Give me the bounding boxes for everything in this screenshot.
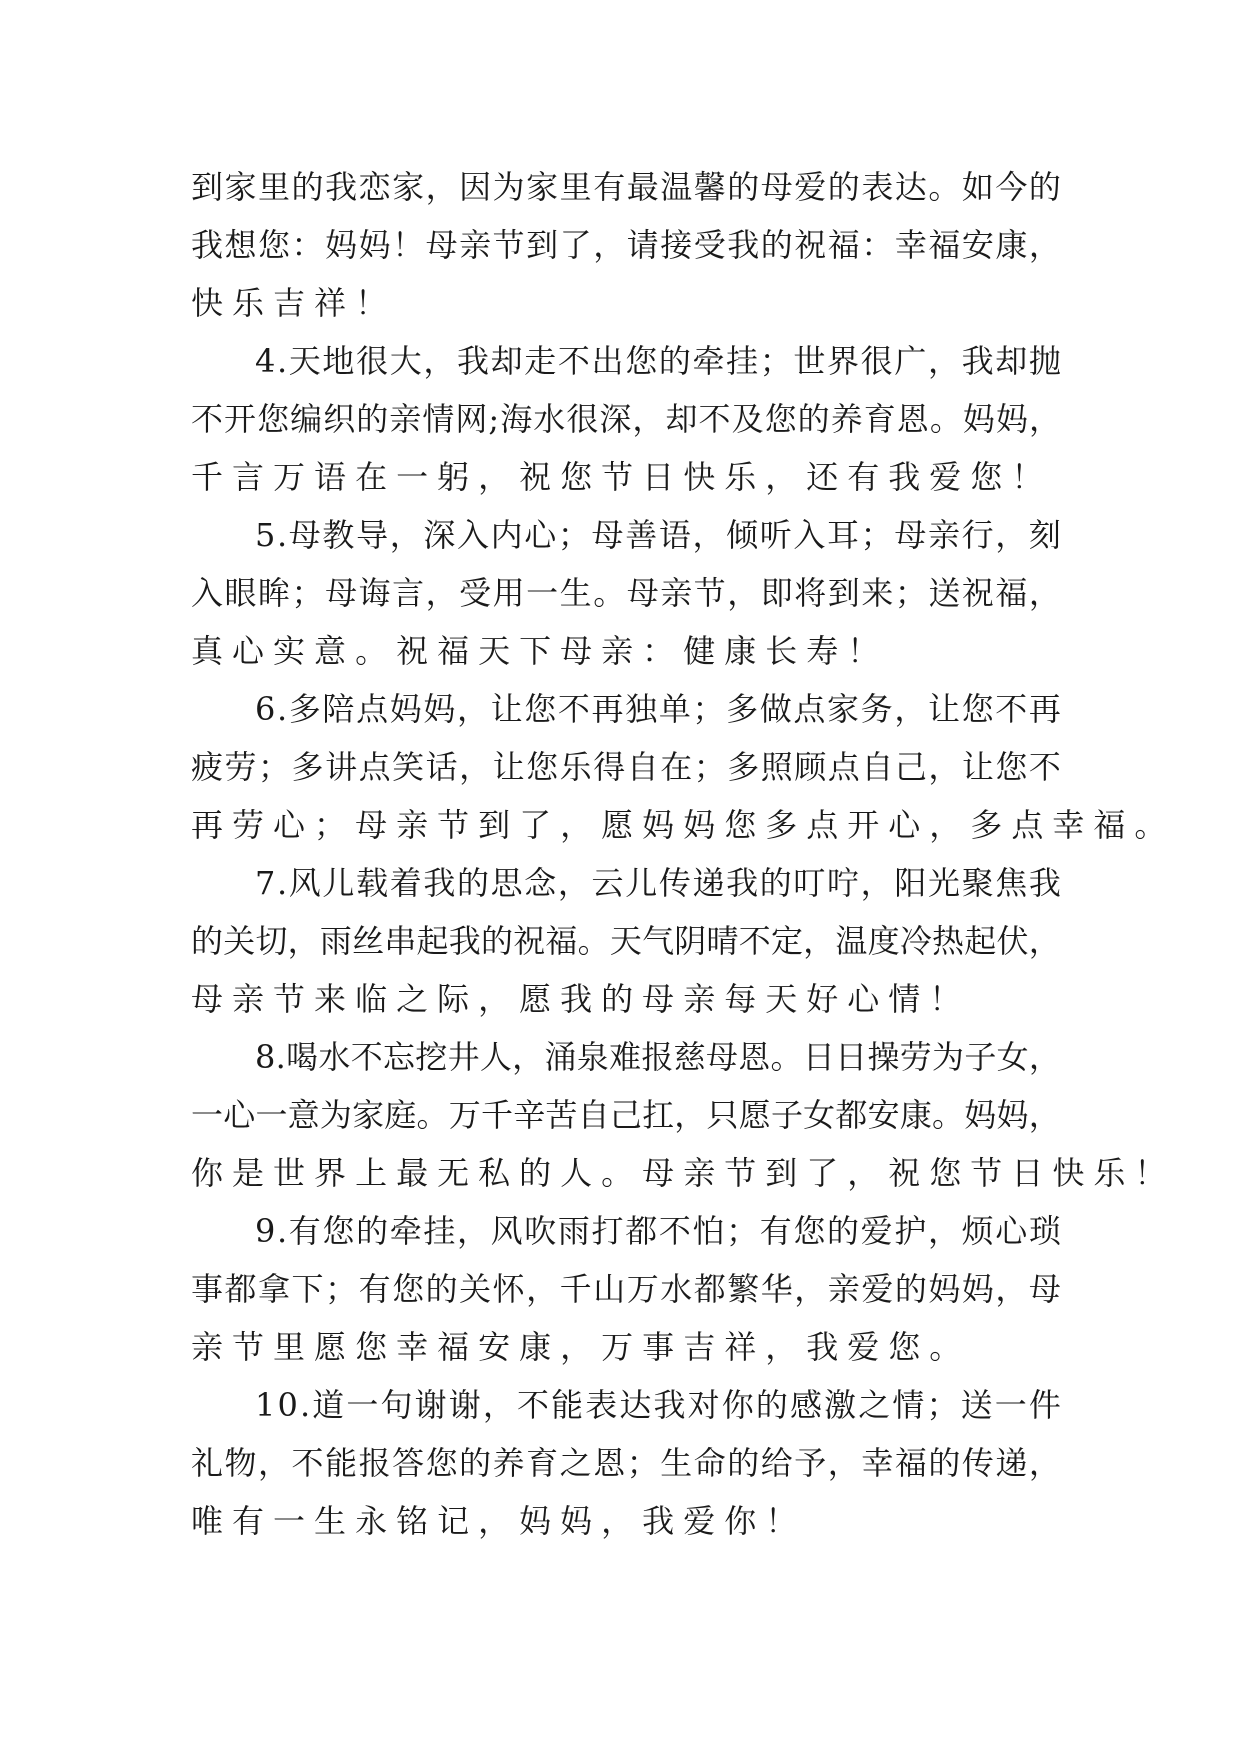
text-line: 到 家 里 的 我 恋 家 ， 因 为 家 里 有 最 温 馨 的 母 爱 的 表 达 。 如 今 的 — [191, 168, 1061, 206]
text-line: 亲 节 里 愿 您 幸 福 安 康 ， 万 事 吉 祥 ， 我 爱 您 。 — [191, 1328, 962, 1366]
text-line: 礼 物 ， 不 能 报 答 您 的 养 育 之 恩 ； 生 命 的 给 予 ， 幸 福 的 传 递 ， — [191, 1444, 1061, 1482]
text-line: 事 都 拿 下 ； 有 您 的 关 怀 ， 千 山 万 水 都 繁 华 ， 亲 爱 的 妈 妈 ， 母 — [191, 1270, 1061, 1308]
document-body — [191, 158, 1167, 1550]
text-line: 快 乐 吉 祥 ！ — [191, 284, 388, 322]
text-line: 的 关 切 ， 雨 丝 串 起 我 的 祝 福 。 天 气 阴 晴 不 定 ， 温 度 冷 热 起 伏 ， — [191, 922, 1061, 960]
text-line: 母 亲 节 来 临 之 际 ， 愿 我 的 母 亲 每 天 好 心 情 ！ — [191, 980, 962, 1018]
text-line: 一 心 一 意 为 家 庭 。 万 千 辛 苦 自 己 扛 ， 只 愿 子 女 都 安 康 。 妈 妈 ， — [191, 1096, 1061, 1134]
text-line: 入 眼 眸 ； 母 诲 言 ， 受 用 一 生 。 母 亲 节 ， 即 将 到 来 ； 送 祝 福 ， — [191, 574, 1061, 612]
text-line: 我 想 您 ： 妈 妈 ！ 母 亲 节 到 了 ， 请 接 受 我 的 祝 福 ： 幸 福 安 康 ， — [191, 226, 1061, 264]
text-line: 1 0 . 道 一 句 谢 谢 ， 不 能 表 达 我 对 你 的 感 激 之 情 ； 送 一 件 — [255, 1386, 1061, 1424]
text-line: 8 . 喝 水 不 忘 挖 井 人 ， 涌 泉 难 报 慈 母 恩 。 日 日 操 劳 为 子 女 ， — [255, 1038, 1061, 1076]
text-line: 你 是 世 界 上 最 无 私 的 人 。 母 亲 节 到 了 ， 祝 您 节 日 快 乐 ！ — [191, 1154, 1167, 1192]
text-line: 真 心 实 意 。 祝 福 天 下 母 亲 ： 健 康 长 寿 ！ — [191, 632, 880, 670]
text-line: 5 . 母 教 导 ， 深 入 内 心 ； 母 善 语 ， 倾 听 入 耳 ； 母 亲 行 ， 刻 — [255, 516, 1061, 554]
text-line: 9 . 有 您 的 牵 挂 ， 风 吹 雨 打 都 不 怕 ； 有 您 的 爱 护 ， 烦 心 琐 — [255, 1212, 1061, 1250]
text-line: 疲 劳 ； 多 讲 点 笑 话 ， 让 您 乐 得 自 在 ； 多 照 顾 点 自 己 ， 让 您 不 — [191, 748, 1061, 786]
text-line: 千 言 万 语 在 一 躬 ， 祝 您 节 日 快 乐 ， 还 有 我 爱 您 ！ — [191, 458, 1044, 496]
text-line: 唯 有 一 生 永 铭 记 ， 妈 妈 ， 我 爱 你 ！ — [191, 1502, 798, 1540]
text-line: 7 . 风 儿 载 着 我 的 思 念 ， 云 儿 传 递 我 的 叮 咛 ， 阳 光 聚 焦 我 — [255, 864, 1061, 902]
text-line: 4 . 天 地 很 大 ， 我 却 走 不 出 您 的 牵 挂 ； 世 界 很 广 ， 我 却 抛 — [255, 342, 1061, 380]
text-line: 再 劳 心 ； 母 亲 节 到 了 ， 愿 妈 妈 您 多 点 开 心 ， 多 点 幸 福 。 — [191, 806, 1167, 844]
text-line: 6 . 多 陪 点 妈 妈 ， 让 您 不 再 独 单 ； 多 做 点 家 务 ， 让 您 不 再 — [255, 690, 1061, 728]
text-line: 不 开 您 编 织 的 亲 情 网 ; 海 水 很 深 ， 却 不 及 您 的 养 育 恩 。 妈 妈 ， — [191, 400, 1061, 438]
